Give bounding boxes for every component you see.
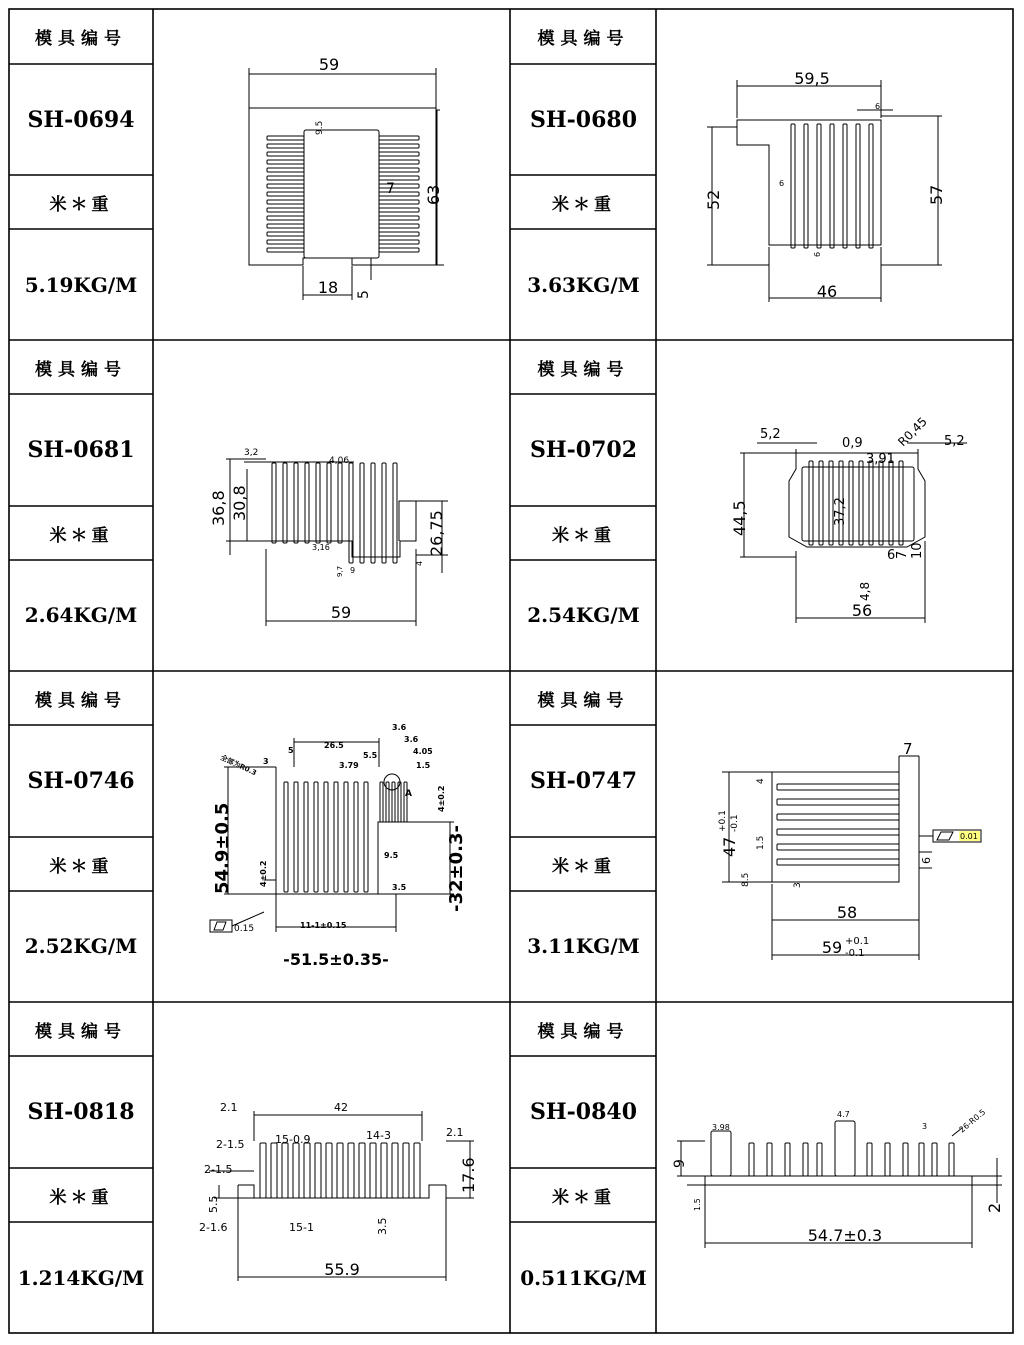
fin-outline [282, 1143, 288, 1198]
product-code: SH-0746 [27, 768, 135, 794]
dim-label: 37,2 [833, 497, 848, 526]
fin-outline [379, 160, 419, 164]
weight-value: 1.214KG/M [17, 1265, 145, 1290]
profile-drawing-sh-0818 [154, 1003, 509, 1332]
fin-outline [316, 463, 320, 543]
fin-outline [804, 124, 808, 248]
dim-label: 4±0.2 [259, 860, 268, 887]
fin-outline [267, 168, 304, 172]
dim-label: 7 [386, 181, 395, 197]
weight-per-meter-label: 米＊重 [552, 1187, 615, 1208]
fin-outline [889, 461, 893, 545]
fin-outline [267, 144, 304, 148]
weight-value: 0.511KG/M [520, 1265, 647, 1290]
fin-outline [835, 1121, 855, 1176]
fin-outline [284, 782, 288, 892]
fin-outline [267, 216, 304, 220]
fin-outline [293, 1143, 299, 1198]
dim-height: 52 [704, 189, 723, 210]
fin-outline [777, 829, 899, 835]
dim-label: 4 [756, 778, 766, 784]
fin-outline [359, 1143, 365, 1198]
dim-height: 47 [720, 836, 739, 857]
dim-height: 26,75 [427, 510, 446, 556]
dim-width: -51.5±0.35- [283, 950, 389, 969]
fin-outline [379, 208, 419, 212]
weight-value: 2.52KG/M [24, 934, 138, 958]
dim-label: 2.1 [446, 1126, 464, 1139]
profile-drawing-sh-0746 [154, 672, 509, 1001]
fin-outline [403, 1143, 409, 1198]
weight-per-meter-label: 米＊重 [49, 194, 113, 215]
weight-per-meter-label: 米＊重 [552, 525, 615, 546]
fin-outline [364, 782, 368, 892]
fin-outline [360, 463, 364, 563]
fin-outline [379, 184, 419, 188]
dim-width: 59 [821, 938, 843, 957]
dim-label: 18 [317, 278, 339, 297]
dim-label: 1.5 [416, 761, 431, 770]
dim-label: 5,2 [944, 434, 965, 449]
dim-width: 59,5 [794, 69, 830, 88]
dim-height: 44,5 [730, 500, 749, 536]
fin-outline [267, 160, 304, 164]
fin-outline [267, 208, 304, 212]
fin-outline [817, 124, 821, 248]
dim-label: 0.01 [960, 832, 978, 841]
fin-outline [803, 1143, 808, 1176]
fin-outline [819, 461, 823, 545]
dim-label: 3 [263, 757, 269, 766]
dim-label: 7 [895, 550, 910, 559]
fin-outline [749, 1143, 754, 1176]
dim-label: 5 [288, 746, 294, 755]
dim-label: 9.5 [384, 851, 399, 860]
dim-label: 42 [334, 1101, 348, 1114]
mold-number-header: 模具编号 [35, 1021, 127, 1042]
fin-outline [379, 200, 419, 204]
fin-outline [271, 1143, 277, 1198]
fin-outline [379, 248, 419, 252]
dim-label: 2.1 [220, 1101, 238, 1114]
dim-label: 11-1±0.15 [300, 921, 347, 930]
fin-outline [294, 463, 298, 543]
fin-outline [338, 463, 342, 543]
fin-outline [370, 1143, 376, 1198]
fin-outline [380, 782, 383, 822]
fin-outline [379, 232, 419, 236]
dim-label: 4±0.2 [437, 785, 446, 812]
dim-label: 26-R0.5 [957, 1107, 988, 1135]
mold-number-header: 模具编号 [35, 359, 127, 380]
fin-outline [899, 461, 903, 545]
dim-label: 3 [793, 882, 803, 888]
dim-label: 10 [910, 542, 925, 559]
fin-outline [267, 192, 304, 196]
fin-outline [393, 463, 397, 563]
weight-value: 3.63KG/M [527, 272, 640, 297]
fin-outline [305, 463, 309, 543]
dim-label: 5 [356, 290, 372, 299]
dim-label: 3,91 [866, 452, 895, 467]
fin-outline [381, 1143, 387, 1198]
weight-value: 2.54KG/M [527, 603, 640, 627]
profile-drawing-sh-0702 [657, 341, 1012, 670]
fin-outline [843, 124, 847, 248]
dim-label: 9 [350, 566, 356, 575]
fin-outline [267, 200, 304, 204]
weight-per-meter-label: 米＊重 [49, 525, 113, 546]
profile-drawing-sh-0694 [154, 10, 509, 339]
fin-outline [777, 844, 899, 850]
profile-drawing-sh-0681 [154, 341, 509, 670]
fin-outline [949, 1143, 954, 1176]
fin-outline [398, 782, 401, 822]
fin-outline [809, 461, 813, 545]
product-code: SH-0694 [27, 106, 135, 133]
product-code: SH-0840 [529, 1099, 638, 1125]
dim-label: 15-1 [289, 1221, 314, 1234]
fin-outline [334, 782, 338, 892]
dim-label: 3,16 [312, 543, 330, 552]
dim-label: 2-1.6 [199, 1221, 228, 1234]
dim-label: 3,2 [244, 448, 259, 458]
dim-width: 59 [318, 55, 340, 74]
product-code: SH-0702 [529, 437, 638, 463]
dim-label: 3.5 [392, 883, 407, 892]
weight-value: 3.11KG/M [527, 934, 640, 958]
weight-per-meter-label: 米＊重 [552, 856, 615, 877]
mold-number-header: 模具编号 [537, 1021, 630, 1042]
fin-outline [869, 461, 873, 545]
profile-drawing-sh-0747 [657, 672, 1012, 1001]
dim-label: 0.15 [234, 924, 255, 934]
mold-number-header: 模具编号 [537, 359, 630, 380]
fin-outline [791, 124, 795, 248]
fin-outline [267, 240, 304, 244]
dim-label: 2 [985, 1202, 1004, 1213]
dim-label: 4,06 [329, 456, 350, 466]
fin-outline [272, 463, 276, 543]
fin-outline [327, 463, 331, 543]
fin-outline [371, 463, 375, 563]
fin-outline [267, 232, 304, 236]
catalog-sheet [8, 8, 1014, 1334]
dim-label: 1.5 [693, 1198, 702, 1211]
dim-height: 30,8 [230, 485, 249, 521]
profile-drawing-sh-0840 [657, 1003, 1012, 1332]
dim-height: 54.9±0.5 [212, 802, 233, 894]
fin-outline [379, 168, 419, 172]
dim-label: 6 [887, 548, 896, 563]
fin-outline [315, 1143, 321, 1198]
dim-label: 3.98 [712, 1123, 730, 1132]
dim-width: 58 [836, 903, 858, 922]
dim-label: 6 [813, 251, 822, 257]
dim-label: 46 [816, 282, 838, 301]
dim-label: -0.1 [845, 948, 865, 959]
fin-outline [344, 782, 348, 892]
fin-outline [777, 784, 899, 790]
dim-label: 2-1.5 [216, 1138, 245, 1151]
fin-outline [392, 1143, 398, 1198]
fin-outline [392, 782, 395, 822]
dim-label: 3.79 [339, 761, 359, 770]
dim-height: 57 [927, 184, 946, 205]
dim-label: 6 [875, 102, 881, 111]
dim-label: 5.5 [207, 1195, 220, 1213]
dim-label: 3.5 [376, 1217, 389, 1235]
dim-label: 0,9 [842, 436, 863, 451]
fin-outline [267, 248, 304, 252]
dim-label: 2-1.5 [204, 1163, 233, 1176]
dim-label: 5.5 [363, 751, 378, 760]
fin-outline [767, 1143, 772, 1176]
dim-label: +0.1 [845, 936, 870, 947]
fin-outline [404, 782, 407, 822]
dim-label: A [405, 789, 412, 799]
fin-outline [414, 1143, 420, 1198]
fin-outline [932, 1143, 937, 1176]
dim-label: 4.7 [837, 1110, 850, 1119]
fin-outline [379, 136, 419, 140]
fin-outline [777, 799, 899, 805]
dim-label: +0.1 [718, 810, 728, 832]
dim-label: 9.5 [315, 120, 325, 135]
fin-outline [326, 1143, 332, 1198]
dim-label: R0,45 [895, 414, 930, 450]
dim-label: 5,2 [760, 427, 781, 442]
profile-drawing-sh-0680 [657, 10, 1012, 339]
fin-outline [777, 814, 899, 820]
dim-label: 9 [672, 1159, 688, 1168]
fin-outline [711, 1131, 731, 1176]
dim-label: 6 [920, 857, 933, 864]
dim-label: 26.5 [324, 741, 344, 750]
dim-height: 36,8 [209, 490, 228, 526]
fin-outline [260, 1143, 266, 1198]
dim-label: 3.6 [404, 735, 419, 744]
fin-outline [304, 1143, 310, 1198]
dim-height: -32±0.3- [446, 825, 467, 912]
fin-outline [304, 130, 379, 258]
dim-label: -0.1 [730, 814, 740, 832]
dim-label: 4 [415, 560, 424, 566]
weight-per-meter-label: 米＊重 [552, 194, 615, 215]
fin-outline [267, 224, 304, 228]
fin-outline [856, 124, 860, 248]
dim-label: 14-3 [366, 1129, 391, 1142]
dim-label: 全部为R0.3 [219, 753, 258, 778]
fin-outline [283, 463, 287, 543]
product-code: SH-0747 [529, 768, 638, 794]
fin-outline [379, 144, 419, 148]
product-code: SH-0681 [27, 437, 135, 463]
dim-height: 17.6 [459, 1157, 478, 1193]
dim-width: 56 [851, 601, 873, 620]
mold-number-header: 模具编号 [537, 690, 630, 711]
fin-outline [324, 782, 328, 892]
fin-outline [379, 192, 419, 196]
fin-outline [867, 1143, 872, 1176]
dim-width: 54.7±0.3 [807, 1226, 883, 1245]
fin-outline [785, 1143, 790, 1176]
weight-per-meter-label: 米＊重 [49, 856, 113, 877]
mold-number-header: 模具编号 [537, 29, 630, 49]
fin-outline [314, 782, 318, 892]
fin-outline [267, 184, 304, 188]
weight-value: 2.64KG/M [24, 603, 138, 627]
fin-outline [830, 124, 834, 248]
dim-label: 8.5 [741, 872, 751, 887]
fin-outline [885, 1143, 890, 1176]
dim-label: 3 [922, 1122, 928, 1131]
dim-label: 15-0.9 [275, 1133, 311, 1146]
fin-outline [294, 782, 298, 892]
fin-outline [267, 136, 304, 140]
fin-outline [267, 176, 304, 180]
dim-label: 3.6 [392, 723, 407, 732]
fin-outline [849, 461, 853, 545]
weight-value: 5.19KG/M [24, 272, 138, 297]
weight-per-meter-label: 米＊重 [49, 1187, 113, 1208]
mold-number-header: 模具编号 [35, 29, 127, 49]
dim-width: 55.9 [324, 1260, 360, 1279]
dim-label: 1.5 [756, 835, 766, 850]
mold-number-header: 模具编号 [35, 690, 127, 711]
fin-outline [337, 1143, 343, 1198]
fin-outline [348, 1143, 354, 1198]
fin-outline [304, 782, 308, 892]
fin-outline [379, 216, 419, 220]
fin-outline [903, 1143, 908, 1176]
fin-outline [267, 152, 304, 156]
fin-outline [379, 152, 419, 156]
fin-outline [379, 240, 419, 244]
product-code: SH-0680 [529, 106, 638, 133]
dim-label: 7 [903, 740, 913, 758]
dim-label: 4.05 [413, 747, 433, 756]
dim-height: 63 [424, 184, 443, 205]
fin-outline [379, 224, 419, 228]
fin-outline [879, 461, 883, 545]
fin-outline [777, 859, 899, 865]
product-code: SH-0818 [27, 1099, 135, 1125]
dim-label: 9,7 [336, 565, 344, 577]
fin-outline [817, 1143, 822, 1176]
fin-outline [382, 463, 386, 563]
dim-label: 4,8 [858, 581, 872, 601]
fin-outline [354, 782, 358, 892]
dim-label: 6 [779, 179, 785, 188]
fin-outline [379, 176, 419, 180]
fin-outline [919, 1143, 924, 1176]
dim-width: 59 [330, 603, 352, 622]
fin-outline [869, 124, 873, 248]
fin-outline [859, 461, 863, 545]
